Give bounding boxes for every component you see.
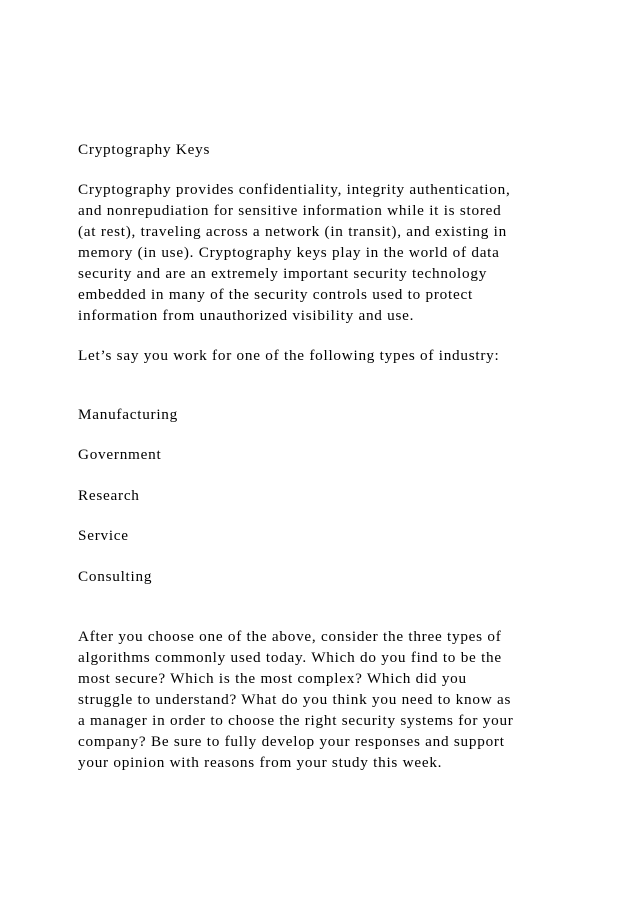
question-line: company? Be sure to fully develop your responses and support: [78, 733, 505, 750]
question-line: struggle to understand? What do you think you need to know as: [78, 691, 512, 708]
document-title: Cryptography Keys: [78, 141, 211, 158]
industry-prompt: Let’s say you work for one of the following types of industry:: [78, 347, 500, 364]
intro-line: Cryptography provides confidentiality, integrity authentication,: [78, 181, 511, 198]
question-line: After you choose one of the above, consider the three types of: [78, 628, 502, 645]
industry-item-service: Service: [78, 527, 129, 544]
question-line: your opinion with reasons from your study this week.: [78, 754, 443, 771]
intro-line: (at rest), traveling across a network (in transit), and existing in: [78, 223, 507, 240]
industry-item-research: Research: [78, 487, 140, 504]
intro-line: information from unauthorized visibility and use.: [78, 307, 415, 324]
intro-line: and nonrepudiation for sensitive information while it is stored: [78, 202, 502, 219]
industry-item-government: Government: [78, 446, 162, 463]
intro-line: memory (in use). Cryptography keys play in the world of data: [78, 244, 500, 261]
question-line: algorithms commonly used today. Which do you find to be the: [78, 649, 502, 666]
intro-line: embedded in many of the security controls used to protect: [78, 286, 473, 303]
industry-item-consulting: Consulting: [78, 568, 153, 585]
industry-item-manufacturing: Manufacturing: [78, 406, 178, 423]
question-line: most secure? Which is the most complex? Which did you: [78, 670, 467, 687]
intro-line: security and are an extremely important security technology: [78, 265, 488, 282]
question-line: a manager in order to choose the right security systems for your: [78, 712, 514, 729]
